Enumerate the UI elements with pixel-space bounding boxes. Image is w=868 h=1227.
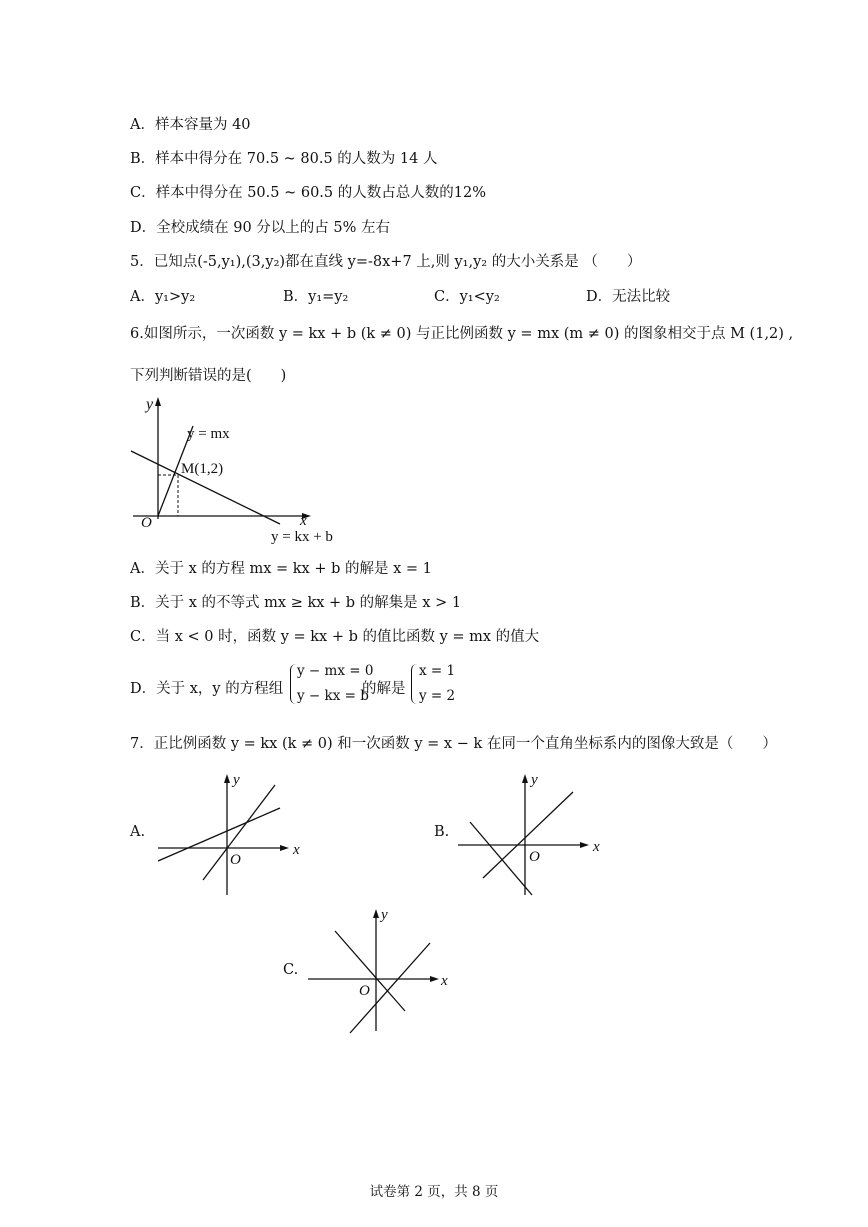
q5-option-d: D．无法比较 (586, 289, 671, 305)
q6-line-kxb-label: y = kx + b (271, 529, 333, 545)
q6-figure (125, 395, 340, 545)
q7a-origin: O (230, 852, 241, 868)
q6-option-d-eq1: y − mx = 0 (297, 663, 374, 679)
q6-option-d-sol1: x = 1 (419, 663, 456, 679)
q4-option-a: A．样本容量为 40 (130, 117, 251, 133)
q5-option-a: A．y₁>y₂ (130, 289, 196, 305)
q7b-origin: O (529, 849, 540, 865)
q7-graph-b (455, 770, 615, 900)
q7-option-b-label: B. (434, 824, 450, 840)
page-footer: 试卷第 2 页，共 8 页 (369, 1184, 499, 1200)
q7-option-c-label: C. (283, 962, 299, 978)
q7c-line-1 (335, 931, 405, 1011)
q7a-line-2 (158, 808, 280, 861)
q7c-y-arrow (373, 909, 379, 918)
q7a-y-label: y (233, 772, 240, 788)
q6-stem-line2: 下列判断错误的是( ) (130, 368, 287, 384)
q7b-x-label: x (593, 839, 600, 855)
q7b-line-2 (470, 822, 532, 895)
q6-option-a: A．关于 x 的方程 mx = kx + b 的解是 x = 1 (130, 561, 432, 577)
q6-point-label: M(1,2) (181, 461, 224, 477)
q7-stem: 7．正比例函数 y = kx (k ≠ 0) 和一次函数 y = x − k 在同一个直角坐标系内的图像大致是（ ） (130, 736, 777, 752)
q5-option-c: C．y₁<y₂ (434, 289, 500, 305)
q5-option-b: B．y₁=y₂ (283, 289, 349, 305)
q6-option-d-mid: 的解是 (362, 681, 406, 697)
q6-x-label: x (300, 513, 307, 529)
q5-stem: 5．已知点(-5,y₁),(3,y₂)都在直线 y=-8x+7 上,则 y₁,y₂ 的大小关系是 （ ） (130, 254, 642, 270)
q4-option-c: C．样本中得分在 50.5 ~ 60.5 的人数占总人数的12% (130, 185, 486, 201)
q7a-x-arrow (280, 845, 289, 851)
q7c-origin: O (359, 983, 370, 999)
q6-option-d-eq2: y − kx = b (297, 688, 369, 704)
q7b-y-label: y (531, 772, 538, 788)
q6-option-d-prefix: D．关于 x，y 的方程组 (130, 681, 284, 697)
q7-graph-a (155, 770, 315, 900)
q6-option-b: B．关于 x 的不等式 mx ≥ kx + b 的解集是 x > 1 (130, 595, 462, 611)
q7a-x-label: x (293, 842, 300, 858)
q4-option-b: B．样本中得分在 70.5 ~ 80.5 的人数为 14 人 (130, 151, 438, 167)
q6-option-c: C．当 x < 0 时，函数 y = kx + b 的值比函数 y = mx 的值大 (130, 629, 540, 645)
q6-stem-line1: 6.如图所示，一次函数 y = kx + b (k ≠ 0) 与正比例函数 y = mx (m ≠ 0) 的图象相交于点 M (1,2) , (130, 326, 794, 342)
q7-graph-c (305, 903, 465, 1038)
q7b-x-arrow (580, 842, 589, 848)
q6-option-d-sol2: y = 2 (419, 688, 456, 704)
q6-line-mx-label: y = mx (187, 426, 230, 442)
q4-option-d: D．全校成绩在 90 分以上的占 5% 左右 (130, 220, 391, 236)
q7c-x-label: x (441, 973, 448, 989)
q6-y-label: y (146, 396, 154, 413)
q7c-y-label: y (381, 907, 388, 923)
q7b-y-arrow (522, 774, 528, 783)
q7c-x-arrow (430, 976, 439, 982)
q7a-y-arrow (224, 774, 230, 783)
q6-origin: O (141, 515, 152, 531)
q7-option-a-label: A. (130, 824, 146, 840)
q6-y-arrow (155, 397, 161, 406)
q7b-line-1 (483, 792, 573, 878)
